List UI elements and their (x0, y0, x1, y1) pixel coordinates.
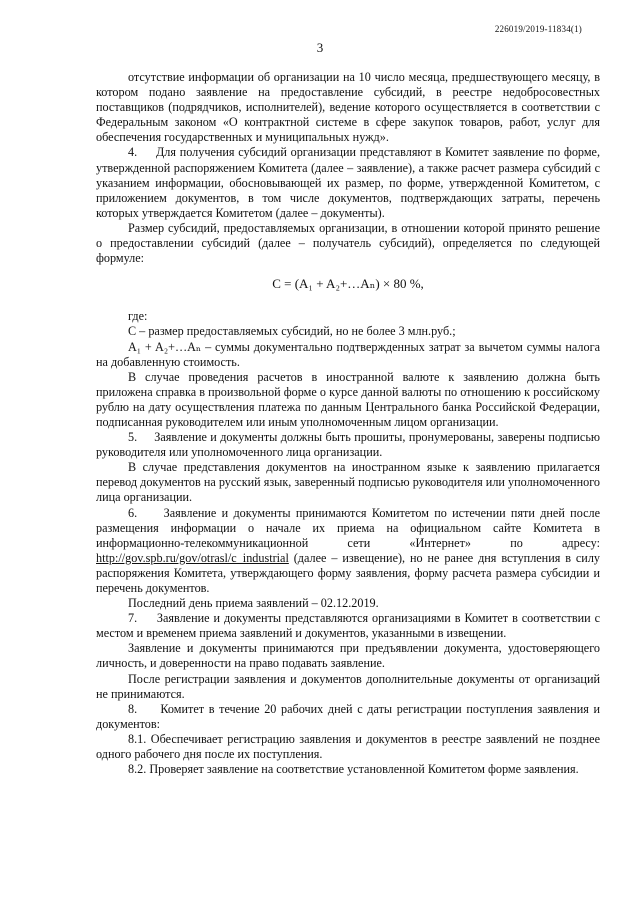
page-number: 3 (316, 40, 324, 55)
item-6-text-start: 6. Заявление и документы принимаются Комитетом по истечении пяти дней после размещения информации о начале их приема на официальном сайте Комитета в информационно-телекоммуникационной сети «Интернет» по адресу: (96, 505, 600, 550)
paragraph-item-4: 4. Для получения субсидий организации представляют в Комитет заявление по форме, утвержденной распоряжением Комитета (далее – заявление), а также расчет размера субсидий с указанием информации, обосновывающей их размер, по форме, утвержденной Комитетом, с приложением документов, в том числе документов, подтверждающих затраты, перечень которых утверждается Комитетом (далее – документы). (96, 145, 600, 220)
paragraph-foreign-currency: В случае проведения расчетов в иностранной валюте к заявлению должна быть приложена справка в произвольной форме о курсе данной валюты по отношению к российскому рублю на дату осуществления платежа по данным Центрального банка Российской Федерации, подписанная руководителем или иным уполномоченным лицом организации. (96, 369, 600, 429)
paragraph-where: где: (128, 309, 148, 324)
item-6-text-end: (далее – извещение), но не ранее дня вступления в силу распоряжения Комитета, утверждающего форму заявления, форму расчета размера субсидии и перечень документов. (96, 550, 600, 595)
paragraph-item-8-1: 8.1. Обеспечивает регистрацию заявления и документов в реестре заявлений не позднее одного рабочего дня после их поступления. (96, 731, 600, 762)
paragraph-last-day: Последний день приема заявлений – 02.12.2019. (128, 596, 379, 611)
committee-website-link[interactable]: http://gov.spb.ru/gov/otrasl/c_industrial (96, 550, 289, 565)
paragraph-c-definition: C – размер предоставляемых субсидий, но не более 3 млн.руб.; (128, 324, 456, 339)
paragraph-item-7: 7. Заявление и документы представляются организациями в Комитет в соответствии с местом и временем приема заявлений и документов, указанными в извещении. (96, 611, 600, 641)
paragraph-item-8: 8. Комитет в течение 20 рабочих дней с даты регистрации поступления заявления и документов: (96, 701, 600, 731)
paragraph-foreign-language: В случае представления документов на иностранном языке к заявлению прилагается перевод документов на русский язык, заверенный подписью руководителя или уполномоченного лица организации. (96, 460, 600, 505)
paragraph-item-8-2: 8.2. Проверяет заявление на соответствие установленной Комитетом форме заявления. (128, 762, 579, 777)
document-body (96, 70, 600, 777)
paragraph-after-registration: После регистрации заявления и документов дополнительные документы от организаций не принимаются. (96, 671, 600, 701)
document-number: 226019/2019-11834(1) (494, 24, 582, 34)
paragraph-item-6 (96, 506, 600, 597)
paragraph-subsidy-size: Размер субсидий, предоставляемых организации, в отношении которой принято решение о предоставлении субсидий (далее – получатель субсидий), определяется по следующей формуле: (96, 220, 600, 266)
paragraph-absence-info: отсутствие информации об организации на 10 число месяца, предшествующего месяцу, в котором подано заявление на предоставление субсидий, в реестре недобросовестных поставщиков (подрядчиков, исполнителей), ведение которого осуществляется в соответствии с Федеральным законом «О контрактной системе в сфере закупок товаров, работ, услуг для обеспечения государственных и муниципальных нужд». (96, 70, 600, 145)
subsidy-formula: C = (A₁ + A₂+…Aₙ) × 80 %, (272, 276, 424, 292)
paragraph-identity-document: Заявление и документы принимаются при предъявлении документа, удостоверяющего личность, и доверенности на право подавать заявление. (96, 641, 600, 671)
paragraph-a-definition: A₁ + A₂+…Aₙ – суммы документально подтвержденных затрат за вычетом суммы налога на добавленную стоимость. (96, 339, 600, 369)
paragraph-item-5: 5. Заявление и документы должны быть прошиты, пронумерованы, заверены подписью руководителя или уполномоченного лица организации. (96, 430, 600, 460)
